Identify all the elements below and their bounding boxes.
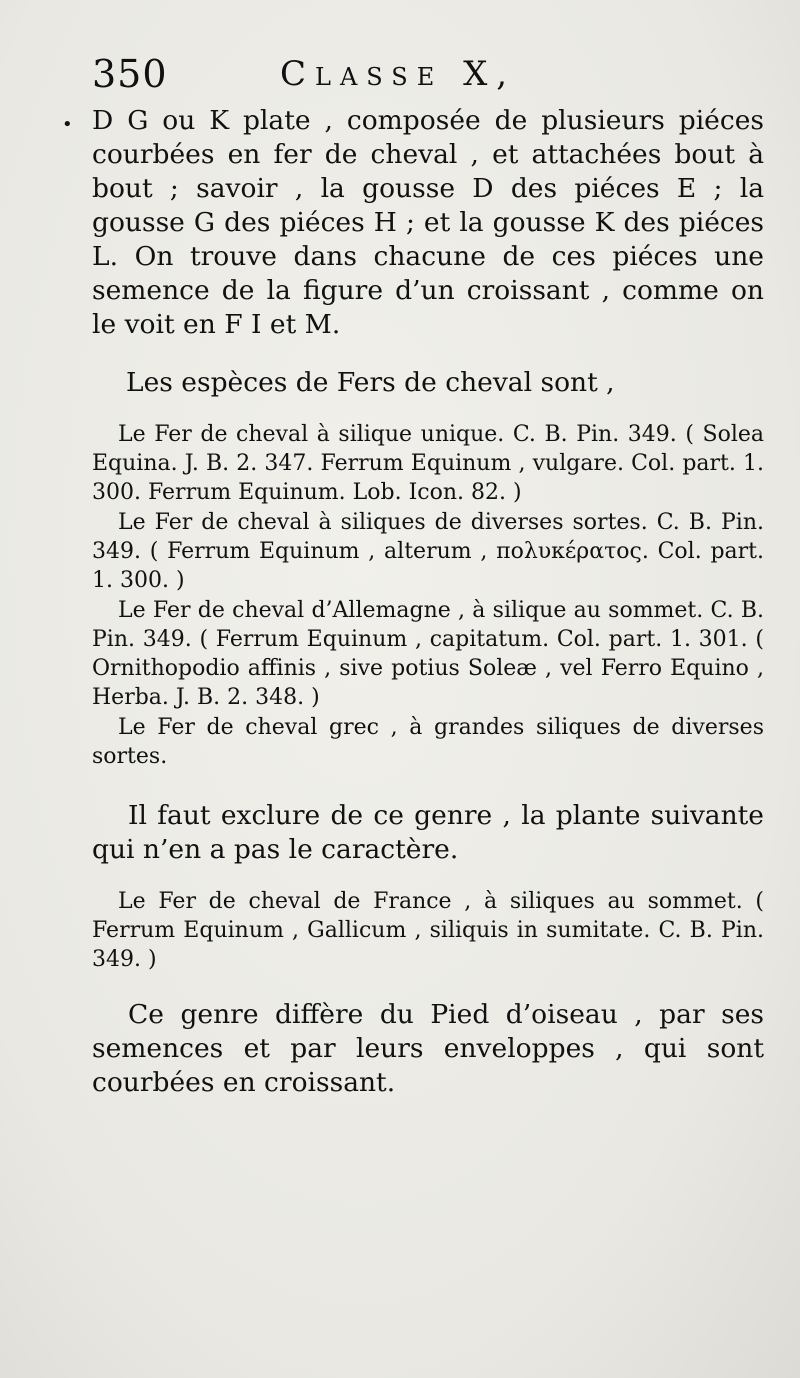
conclusion-paragraph: Ce genre diffère du Pied d’oiseau , par ses semences et par leurs enveloppes , qui sont courbées en croissant. [92, 999, 764, 1098]
page-number: 350 [92, 52, 168, 96]
intro-paragraph: D G ou K plate , composée de plusieurs piéces courbées en fer de cheval , et attachées bout à bout ; savoir , la gousse D des piéces E ; la gousse G des piéces H ; et la gousse K des piéces L. On trouve dans chacune de ces piéces une semence de la figure d’un croissant , comme on le voit en F I et M. [92, 105, 764, 340]
species-entry-3: Le Fer de cheval d’Allemagne , à silique au sommet. C. B. Pin. 349. ( Ferrum Equinum , capitatum. Col. part. 1. 301. ( Ornithopodio affinis , sive potius Soleæ , vel Ferro Equino , Herba. J. B. 2. 348. ) [92, 598, 764, 710]
page-header [92, 52, 752, 102]
exclusion-paragraph: Il faut exclure de ce genre , la plante suivante qui n’en a pas le caractère. [92, 800, 764, 865]
margin-mark: • [62, 114, 73, 135]
species-list [92, 420, 764, 771]
species-entry-4: Le Fer de cheval grec , à grandes siliques de diverses sortes. [92, 715, 764, 769]
species-entry-2: Le Fer de cheval à siliques de diverses sortes. C. B. Pin. 349. ( Ferrum Equinum , alterum , πολυκέρατος. Col. part. 1. 300. ) [92, 510, 764, 593]
body-text [92, 104, 764, 1100]
excluded-species-entry: Le Fer de cheval de France , à siliques au sommet. ( Ferrum Equinum , Gallicum , siliquis in sumitate. C. B. Pin. 349. ) [92, 889, 764, 972]
species-entry-1: Le Fer de cheval à silique unique. C. B. Pin. 349. ( Solea Equina. J. B. 2. 347. Ferrum Equinum , vulgare. Col. part. 1. 300. Ferrum Equinum. Lob. Icon. 82. ) [92, 422, 764, 505]
species-heading: Les espèces de Fers de cheval sont , [126, 367, 615, 398]
running-title: Classe X, [280, 54, 517, 94]
